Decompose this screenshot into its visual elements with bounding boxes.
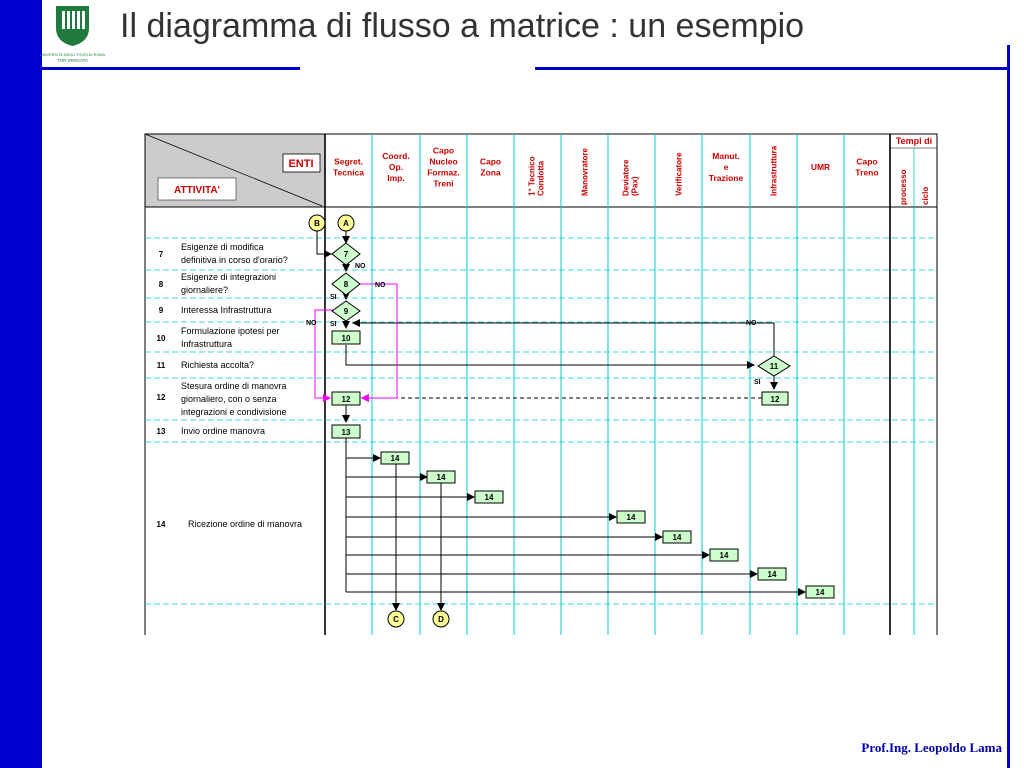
- column-header-umr: UMR: [810, 162, 831, 172]
- label-si-8: SI: [330, 294, 337, 301]
- svg-text:14: 14: [815, 588, 825, 597]
- connector-b: [309, 215, 325, 231]
- column-header-segret-tecnica: Segret. Tecnica: [332, 156, 365, 178]
- svg-text:14: 14: [436, 473, 446, 482]
- row-activity-text: Invio ordine manovra: [181, 426, 266, 436]
- process-14-coord: [381, 452, 409, 464]
- column-header-capo-treno: Capo Treno: [855, 156, 879, 178]
- column-header-manovratore: Manovratore: [580, 147, 590, 196]
- svg-text:14: 14: [672, 533, 682, 542]
- process-12-segreteria: [332, 392, 360, 405]
- svg-text:8: 8: [343, 280, 349, 289]
- column-header-infrastruttura: Infrastruttura: [769, 145, 779, 196]
- process-13: [332, 425, 360, 438]
- svg-text:14: 14: [390, 454, 400, 463]
- process-14-capo-nucleo: [427, 471, 455, 483]
- process-14-manut-trazione: [710, 549, 738, 561]
- row-number: 14: [156, 520, 166, 529]
- svg-text:A: A: [343, 219, 349, 228]
- decision-7: [332, 243, 360, 265]
- column-header-1-tecnico-condotta: 1° TecnicoCondotta: [527, 156, 546, 196]
- table-row: [157, 326, 280, 349]
- row-activity-text: Interessa Infrastruttura: [181, 305, 272, 315]
- column-header-verificatore: Verificatore: [674, 152, 684, 196]
- tempi-processo-label: processo: [899, 169, 908, 205]
- column-header-coord-op-imp: Coord. Op. Imp.: [382, 151, 410, 183]
- row-activity-text: Esigenze di modifica definitiva in corso d'orario?: [181, 242, 288, 265]
- tempi-ciclo-label: ciclo: [921, 186, 930, 205]
- decision-9: [332, 301, 360, 321]
- label-no-11: NO: [746, 320, 757, 327]
- label-si-9: SI: [330, 321, 337, 328]
- svg-text:14: 14: [484, 493, 494, 502]
- decision-8: [332, 273, 360, 295]
- row-activity-text: Ricezione ordine di manovra: [188, 519, 303, 529]
- row-number: 7: [158, 250, 164, 259]
- label-no-9: NO: [306, 320, 317, 327]
- process-12-infrastruttura: [762, 392, 788, 405]
- process-14-verificatore: [663, 531, 691, 543]
- connector-c: [388, 611, 404, 627]
- label-no-8: NO: [375, 282, 386, 289]
- attivita-label: ATTIVITA': [174, 185, 220, 196]
- svg-text:14: 14: [767, 570, 777, 579]
- svg-text:9: 9: [343, 307, 349, 316]
- column-header-capo-nucleo-formaz-treni: Capo Nucleo Formaz. Treni: [427, 145, 460, 189]
- row-number: 13: [156, 427, 166, 436]
- svg-text:14: 14: [719, 551, 729, 560]
- svg-text:C: C: [393, 615, 399, 624]
- connector-d: [433, 611, 449, 627]
- logo-line-2: TOR VERGATA: [57, 58, 88, 63]
- table-row: [159, 272, 276, 295]
- column-header-capo-zona: Capo Zona: [479, 156, 502, 178]
- table-row: [157, 360, 254, 370]
- svg-text:B: B: [314, 219, 320, 228]
- row-number: 11: [156, 361, 166, 370]
- row-activity-text: Formulazione ipotesi per Infrastruttura: [181, 326, 280, 349]
- row-number: 9: [158, 306, 164, 315]
- svg-text:12: 12: [341, 395, 351, 404]
- column-header-deviatore-pax: Deviatore(Pax): [621, 159, 640, 196]
- author-footer: Prof.Ing. Leopoldo Lama: [861, 740, 1002, 755]
- label-si-11: SI: [754, 379, 761, 386]
- svg-text:10: 10: [341, 334, 351, 343]
- row-activity-text: Stesura ordine di manovra giornaliero, con o senza integrazioni e condivisione: [181, 381, 287, 417]
- row-number: 10: [156, 334, 166, 343]
- enti-label: ENTI: [288, 158, 314, 170]
- table-row: [159, 242, 288, 265]
- svg-text:7: 7: [343, 250, 349, 259]
- process-14-umr: [806, 586, 834, 598]
- row-number: 8: [158, 280, 164, 289]
- table-row: [157, 426, 266, 436]
- slide-title: Il diagramma di flusso a matrice : un esempio: [120, 7, 805, 45]
- process-14-deviatore: [617, 511, 645, 523]
- svg-text:14: 14: [626, 513, 636, 522]
- logo-line-1: UNIVERSITÀ DEGLI STUDI DI ROMA: [40, 53, 105, 57]
- svg-text:13: 13: [341, 428, 351, 437]
- svg-text:D: D: [438, 615, 444, 624]
- svg-text:12: 12: [770, 395, 780, 404]
- table-row: [157, 519, 303, 529]
- process-14-capo-zona: [475, 491, 503, 503]
- row-activity-text: Richiesta accolta?: [181, 360, 255, 370]
- table-row: [157, 381, 287, 417]
- table-row: [159, 305, 272, 315]
- connector-a: [338, 215, 354, 231]
- tempi-label: Tempi di: [895, 136, 933, 146]
- decision-11: [758, 356, 790, 376]
- label-no-7: NO: [355, 263, 366, 270]
- row-number: 12: [156, 393, 166, 402]
- column-header-manut-e-trazione: Manut. e Trazione: [708, 151, 744, 183]
- process-14-infrastruttura: [758, 568, 786, 580]
- row-activity-text: Esigenze di integrazioni giornaliere?: [181, 272, 277, 295]
- svg-text:11: 11: [769, 362, 779, 371]
- process-10: [332, 331, 360, 344]
